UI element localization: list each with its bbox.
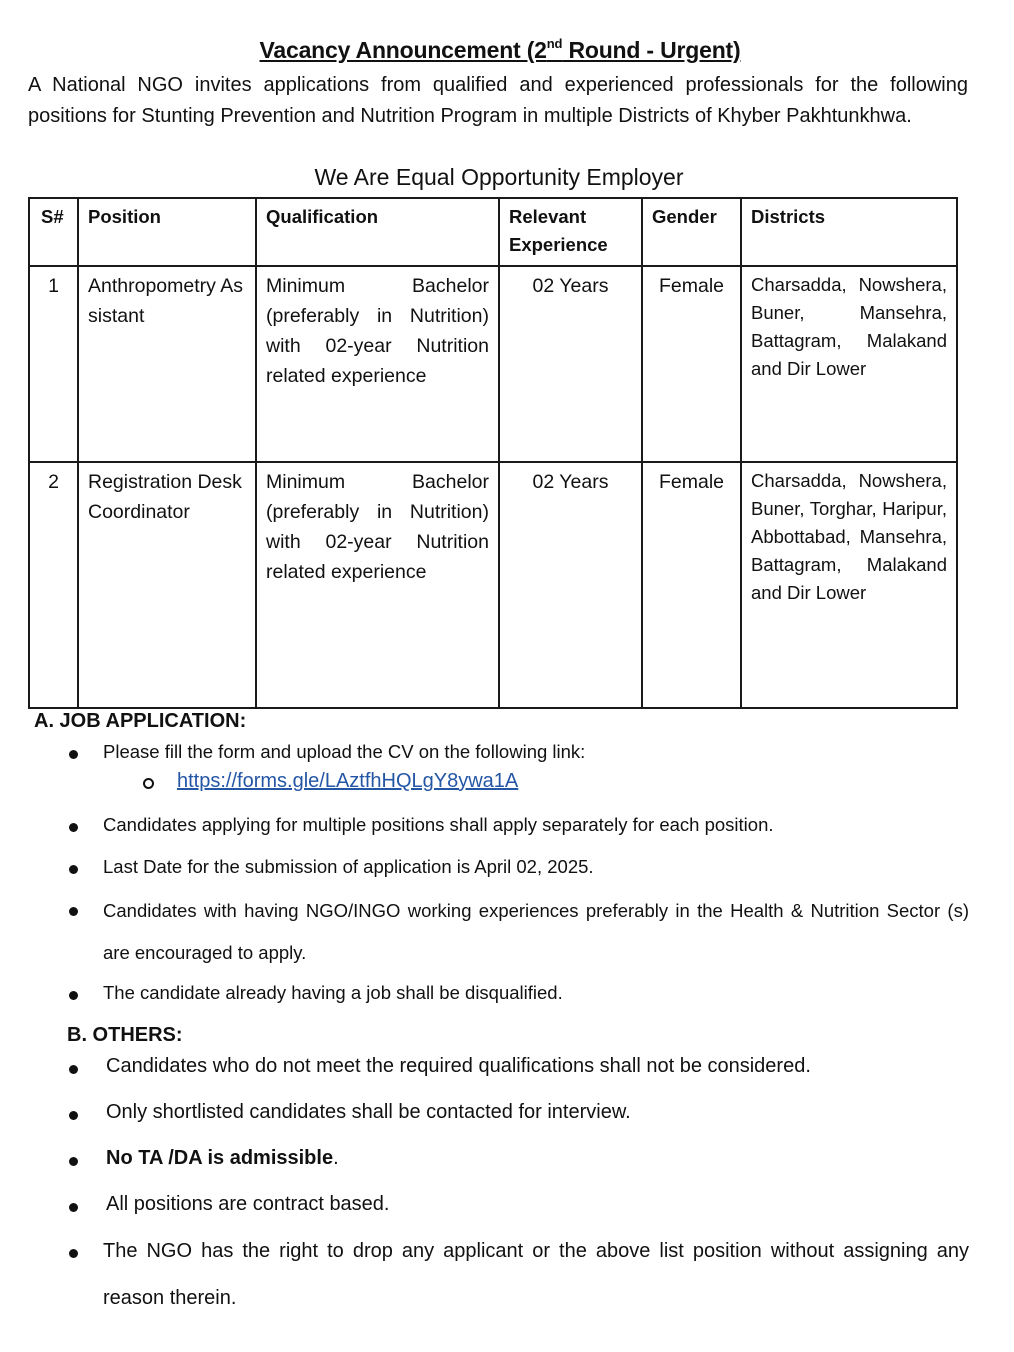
bullet-icon bbox=[69, 1065, 78, 1074]
header-position: Position bbox=[78, 198, 256, 266]
list-item-text: Please fill the form and upload the CV on the following link: bbox=[103, 741, 586, 762]
title-rest: Round - Urgent) bbox=[562, 37, 741, 63]
cell-experience: 02 Years bbox=[499, 462, 642, 708]
bullet-icon bbox=[69, 1111, 78, 1120]
list-item-text: All positions are contract based. bbox=[106, 1193, 390, 1215]
cell-qualification: Minimum Bachelor (preferably in Nutrition) with 02-year Nutrition related experience bbox=[256, 266, 499, 462]
bullet-icon bbox=[69, 1249, 78, 1258]
sub-list-item bbox=[143, 770, 743, 798]
section-b-heading: B. OTHERS: bbox=[67, 1024, 183, 1046]
bullet-icon bbox=[69, 865, 78, 874]
bullet-icon bbox=[69, 991, 78, 1000]
list-item-text: Last Date for the submission of application is April 02, 2025. bbox=[103, 856, 594, 877]
cell-position: Registration Desk Coordinator bbox=[78, 462, 256, 708]
cell-districts: Charsadda, Nowshera, Buner, Torghar, Haripur, Abbottabad, Mansehra, Battagram, Malakand and Dir Lower bbox=[741, 462, 957, 708]
list-item bbox=[69, 1193, 969, 1221]
bullet-icon bbox=[69, 750, 78, 759]
list-item-text: Candidates who do not meet the required qualifications shall not be considered. bbox=[106, 1055, 811, 1077]
bullet-icon bbox=[69, 1203, 78, 1212]
cell-districts: Charsadda, Nowshera, Buner, Mansehra, Battagram, Malakand and Dir Lower bbox=[741, 266, 957, 462]
bullet-icon bbox=[69, 823, 78, 832]
list-item bbox=[69, 1101, 969, 1129]
title-superscript: nd bbox=[546, 36, 563, 51]
list-item-text: Candidates with having NGO/INGO working experiences preferably in the Health & Nutrition Sector (s) are encouraged to apply. bbox=[103, 900, 969, 963]
cell-qualification: Minimum Bachelor (preferably in Nutrition) with 02-year Nutrition related experience bbox=[256, 462, 499, 708]
intro-paragraph: A National NGO invites applications from qualified and experienced professionals for the following positions for Stunting Prevention and Nutrition Program in multiple Districts of Khyber Pakhtunkhwa. bbox=[28, 74, 968, 127]
equal-opportunity-statement: We Are Equal Opportunity Employer bbox=[314, 164, 684, 190]
header-sn: S# bbox=[29, 198, 78, 266]
list-item bbox=[69, 814, 969, 840]
list-item-text: The NGO has the right to drop any applicant or the above list position without assigning any reason therein. bbox=[103, 1240, 969, 1309]
header-gender: Gender bbox=[642, 198, 741, 266]
cell-sn: 2 bbox=[29, 462, 78, 708]
bullet-icon bbox=[69, 907, 78, 916]
header-qualification: Qualification bbox=[256, 198, 499, 266]
header-experience: Relevant Experience bbox=[499, 198, 642, 266]
list-item bbox=[69, 856, 969, 882]
cell-experience: 02 Years bbox=[499, 266, 642, 462]
vacancy-table bbox=[28, 197, 958, 709]
application-form-link[interactable]: https://forms.gle/LAztfhHQLgY8ywa1A bbox=[177, 770, 519, 792]
list-item bbox=[69, 741, 969, 767]
list-item bbox=[69, 1147, 969, 1175]
section-a-heading: A. JOB APPLICATION: bbox=[34, 710, 247, 732]
table-header-row bbox=[29, 198, 957, 266]
list-item bbox=[69, 982, 969, 1008]
cell-gender: Female bbox=[642, 462, 741, 708]
list-item-text: The candidate already having a job shall be disqualified. bbox=[103, 982, 563, 1003]
title-main: Vacancy Announcement (2 bbox=[259, 37, 547, 63]
table-row bbox=[29, 462, 957, 708]
list-item-text: Candidates applying for multiple positions shall apply separately for each position. bbox=[103, 814, 774, 835]
list-item bbox=[69, 1239, 969, 1319]
header-districts: Districts bbox=[741, 198, 957, 266]
list-item-text: Only shortlisted candidates shall be contacted for interview. bbox=[106, 1101, 631, 1123]
bullet-icon bbox=[69, 1157, 78, 1166]
list-item bbox=[69, 1055, 969, 1083]
cell-position: Anthropometry Assistant bbox=[78, 266, 256, 462]
cell-sn: 1 bbox=[29, 266, 78, 462]
circle-bullet-icon bbox=[143, 778, 154, 789]
list-item-suffix: . bbox=[333, 1147, 339, 1169]
list-item bbox=[69, 898, 969, 968]
table-row bbox=[29, 266, 957, 462]
cell-gender: Female bbox=[642, 266, 741, 462]
page-title bbox=[0, 36, 1000, 64]
list-item-text-bold: No TA /DA is admissible bbox=[106, 1147, 334, 1169]
